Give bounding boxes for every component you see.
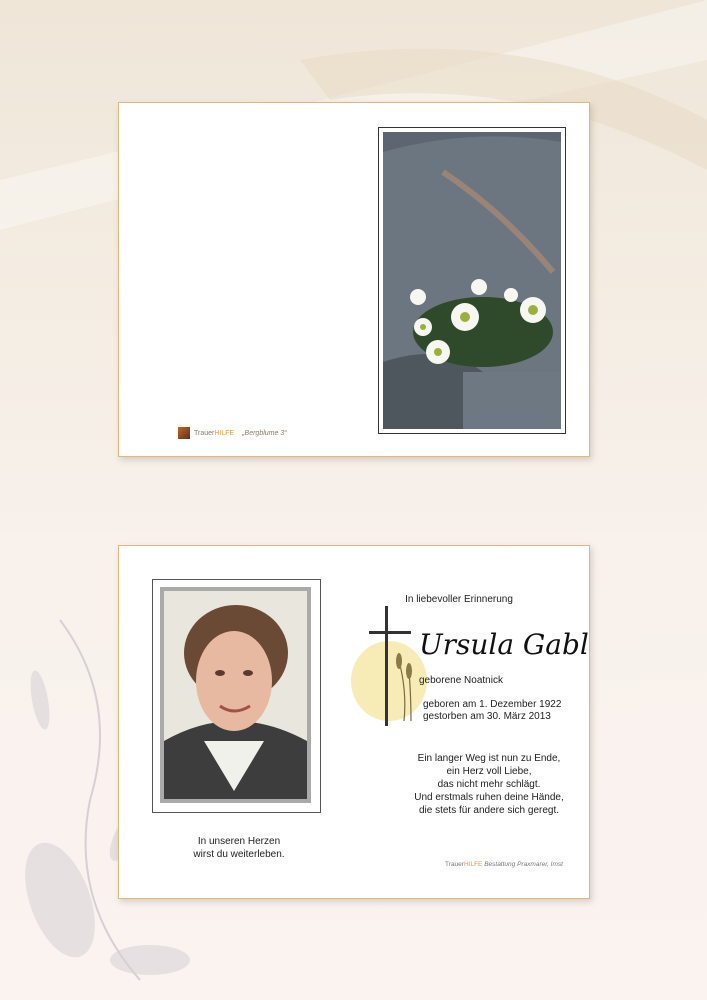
- brand-logo-icon: [178, 427, 190, 439]
- maiden-name: geborene Noatnick: [419, 675, 503, 686]
- footer-brand-b: HILFE: [463, 861, 483, 868]
- design-name: „Bergblume 3“: [242, 429, 287, 437]
- card-inside: [118, 545, 590, 899]
- poem-line: Ein langer Weg ist nun zu Ende,: [417, 753, 561, 764]
- left-motto: [159, 835, 319, 861]
- card-front: [118, 102, 590, 457]
- death-date: gestorben am 30. März 2013: [423, 711, 551, 722]
- footer-text: Bestattung Praxmarer, Imst: [484, 861, 563, 868]
- birth-date: geboren am 1. Dezember 1922: [423, 699, 562, 710]
- portrait-frame: [152, 579, 321, 813]
- portrait-photo: [164, 591, 307, 799]
- footer-brand-a: Trauer: [445, 861, 464, 868]
- brand-name-a: Trauer: [194, 429, 215, 437]
- poem-line: das nicht mehr schlägt.: [437, 779, 541, 790]
- poem-line: die stets für andere sich geregt.: [418, 805, 560, 816]
- flower-photo: [383, 132, 561, 429]
- memorial-line: In liebevoller Erinnerung: [405, 594, 513, 605]
- deceased-name: Ursula Gabl: [419, 628, 589, 661]
- poem-line: ein Herz voll Liebe,: [446, 766, 532, 777]
- poem-line: Und erstmals ruhen deine Hände,: [414, 792, 564, 803]
- flower-photo-frame: [378, 127, 566, 434]
- brand-name-b: HILFE: [214, 429, 235, 437]
- motto-line: wirst du weiterleben.: [193, 849, 285, 860]
- motto-line: In unseren Herzen: [197, 836, 281, 847]
- footer-credit: [419, 858, 589, 871]
- brand-mark: [178, 427, 287, 439]
- poem: [389, 752, 589, 817]
